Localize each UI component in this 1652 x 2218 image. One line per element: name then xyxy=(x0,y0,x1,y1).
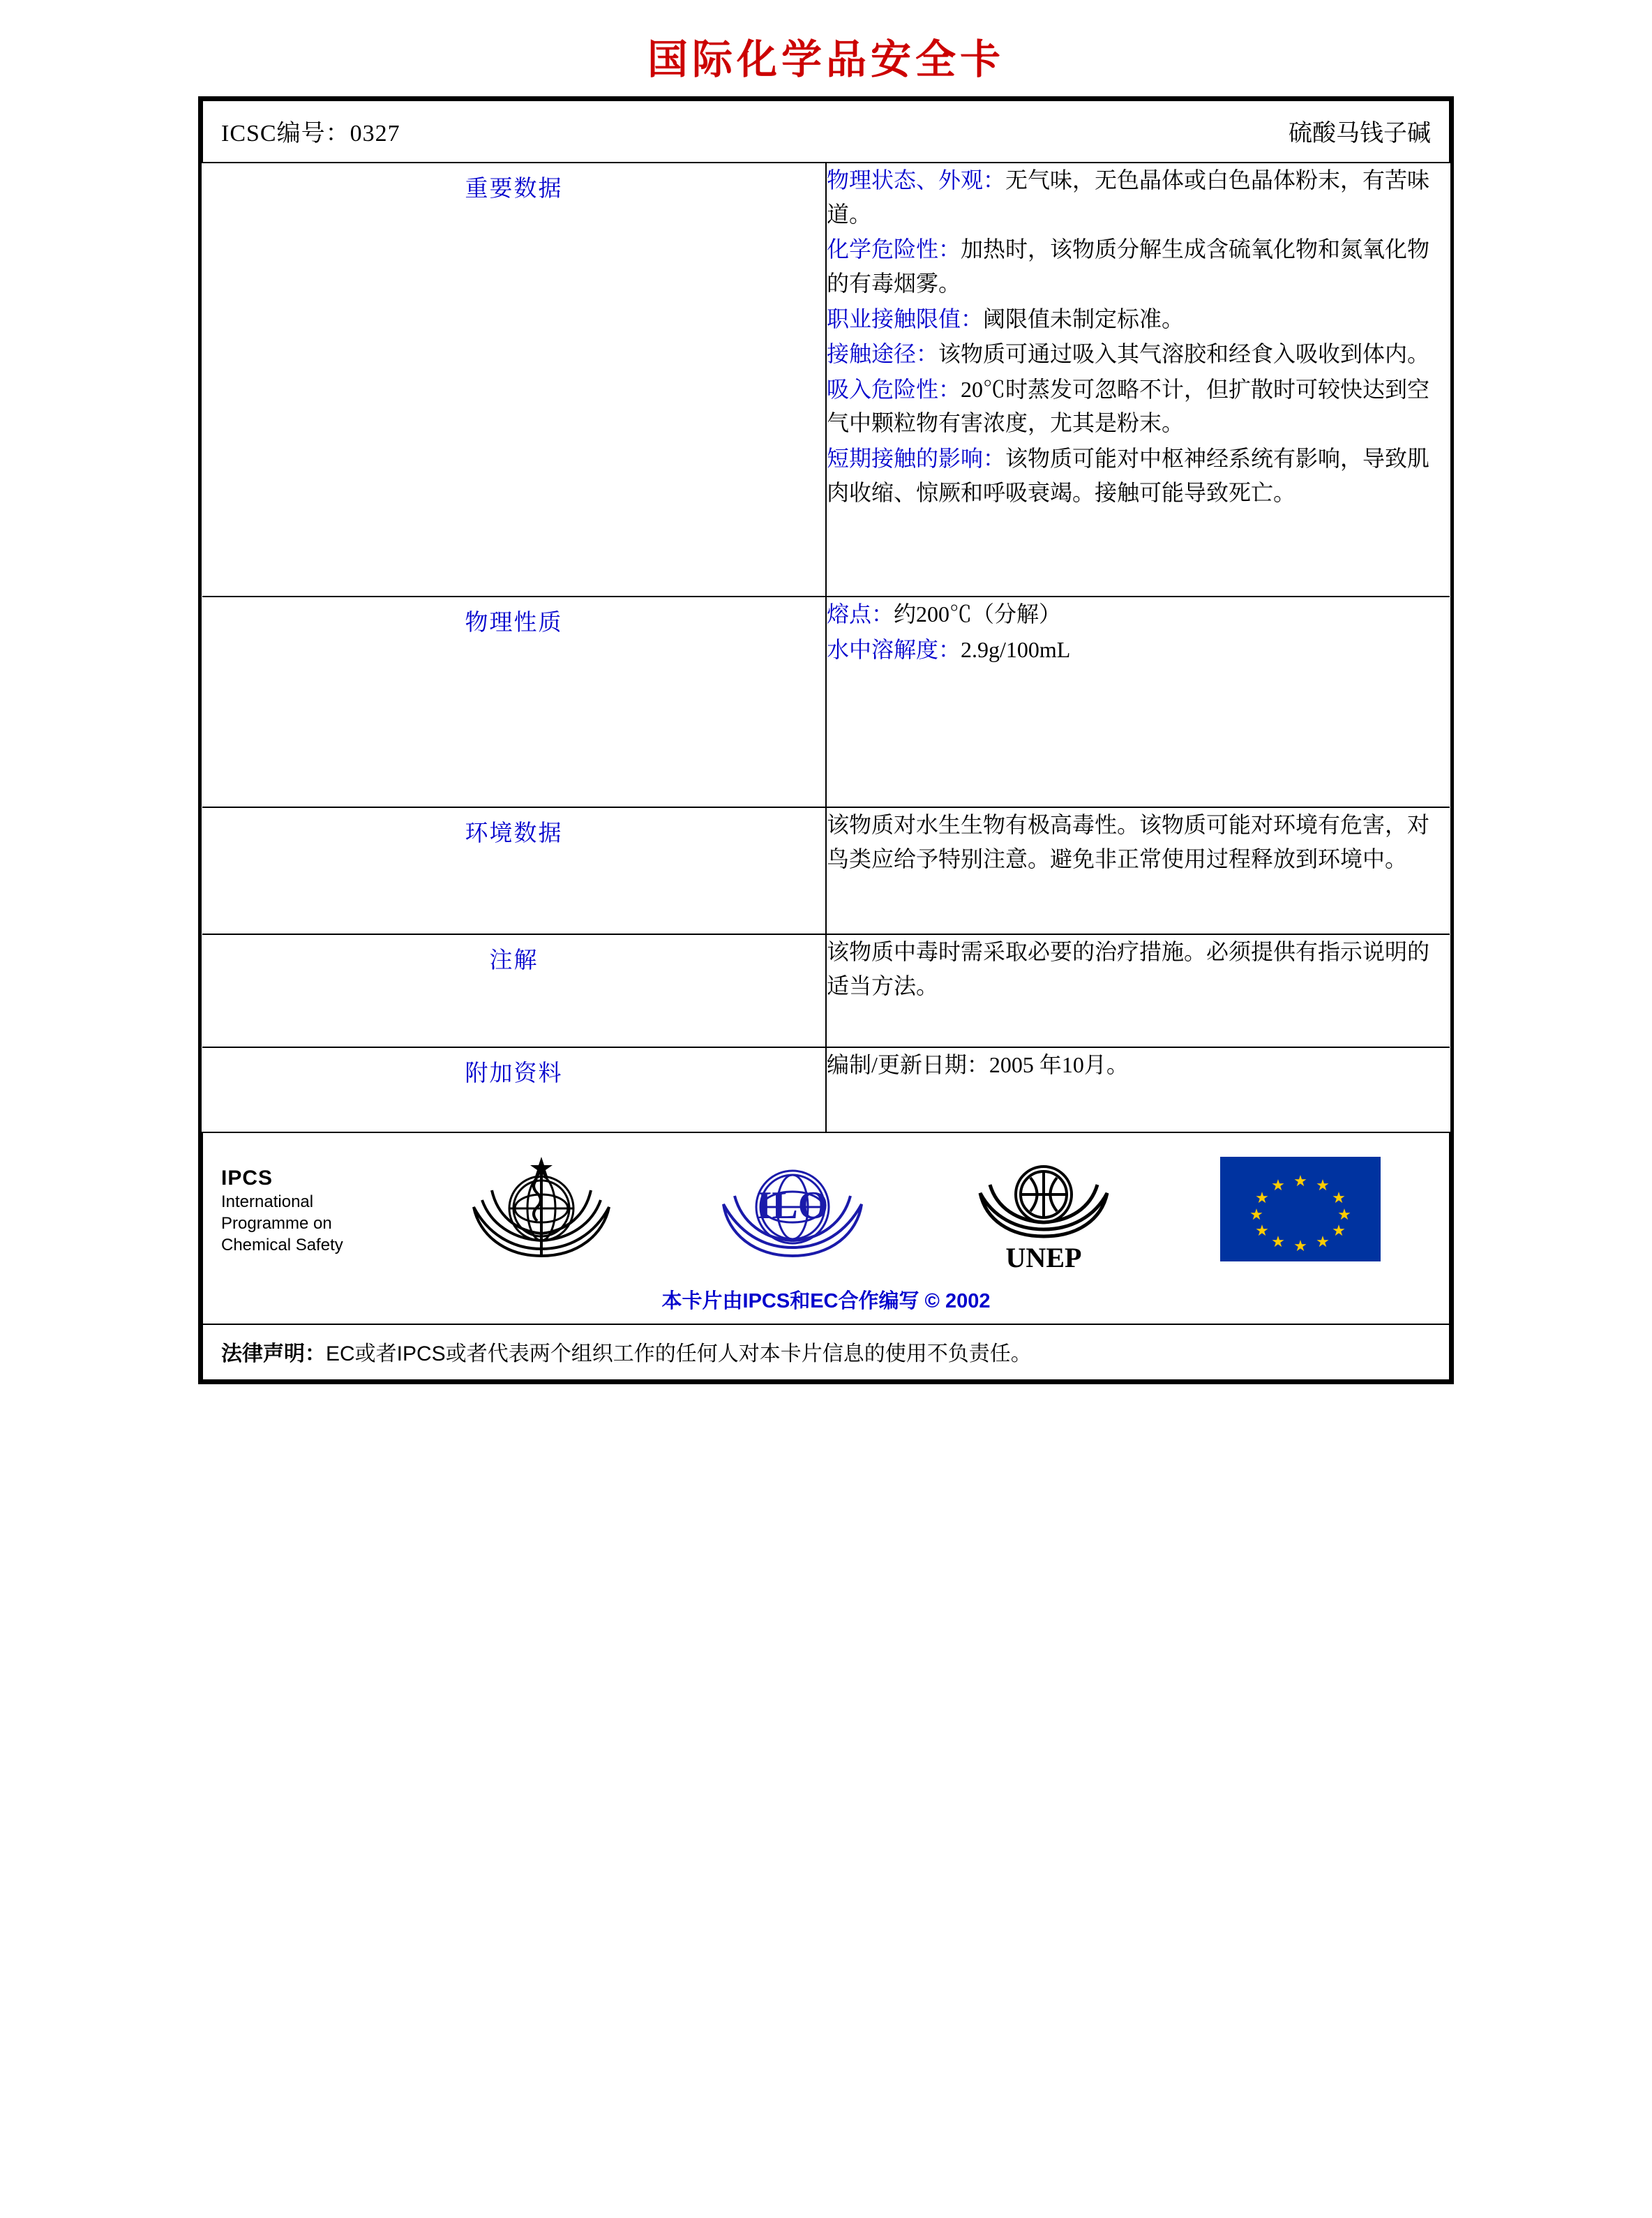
svg-text:★: ★ xyxy=(1270,1232,1285,1250)
section-content-notes xyxy=(826,934,1450,1047)
field-melting-point xyxy=(827,597,1450,631)
section-label-text: 注解 xyxy=(489,947,539,973)
svg-text:★: ★ xyxy=(1270,1176,1285,1194)
field-routes-of-exposure xyxy=(827,337,1450,371)
ipcs-title: IPCS xyxy=(221,1166,273,1190)
safety-card-table xyxy=(202,100,1450,1381)
field-key: 接触途径： xyxy=(827,341,939,367)
field-key: 短期接触的影响： xyxy=(827,446,1006,471)
field-value: 该物质中毒时需采取必要的治疗措施。必须提供有指示说明的适当方法。 xyxy=(827,939,1430,998)
svg-text:★: ★ xyxy=(1331,1221,1346,1239)
field-value: 阈限值未制定标准。 xyxy=(983,306,1185,331)
cooperation-note: 本卡片由IPCS和EC合作编写 © 2002 xyxy=(661,1290,991,1312)
icsc-number-value: 0327 xyxy=(350,121,400,147)
field-value: 约200℃（分解） xyxy=(894,601,1062,627)
section-row-environmental-data xyxy=(202,807,1450,934)
field-key: 化学危险性： xyxy=(827,237,961,262)
field-environmental-text xyxy=(827,808,1450,876)
ilo-logo xyxy=(718,1151,868,1270)
section-label-text: 环境数据 xyxy=(465,820,563,846)
ipcs-subtitle-line-3: Chemical Safety xyxy=(221,1235,343,1254)
section-content-physical-properties xyxy=(826,597,1450,807)
eu-flag-graphic xyxy=(1220,1157,1381,1261)
field-key: 物理状态、外观： xyxy=(827,167,1006,193)
ipcs-text-block xyxy=(221,1165,416,1257)
field-physical-state xyxy=(827,163,1450,231)
field-key: 职业接触限值： xyxy=(827,306,984,331)
icsc-number-group xyxy=(221,114,400,148)
field-water-solubility xyxy=(827,633,1450,667)
section-label-important-data xyxy=(202,163,826,597)
footer-logo-row xyxy=(202,1132,1450,1324)
svg-text:★: ★ xyxy=(1293,1236,1307,1254)
field-value: 加热时，该物质分解生成含硫氧化物和氮氧化物的有毒烟雾。 xyxy=(827,237,1430,296)
field-revision-date xyxy=(827,1048,1450,1082)
field-occupational-exposure-limits xyxy=(827,302,1450,336)
icsc-number-label: ICSC编号： xyxy=(221,121,350,147)
svg-text:★: ★ xyxy=(1331,1188,1346,1206)
field-value: 该物质可通过吸入其气溶胶和经食入吸收到体内。 xyxy=(938,341,1430,367)
legal-text: EC或者IPCS或者代表两个组织工作的任何人对本卡片信息的使用不负责任。 xyxy=(326,1342,1032,1365)
field-value: 编制/更新日期：2005 年10月。 xyxy=(827,1052,1129,1077)
who-logo-graphic xyxy=(467,1151,617,1266)
section-row-physical-properties xyxy=(202,597,1450,807)
field-short-term-exposure-effects xyxy=(827,442,1450,509)
section-label-text: 附加资料 xyxy=(465,1060,563,1086)
eu-flag xyxy=(1220,1157,1381,1265)
unep-logo xyxy=(969,1144,1119,1277)
svg-text:★: ★ xyxy=(1254,1188,1269,1206)
field-value: 该物质对水生生物有极高毒性。该物质可能对环境有危害，对鸟类应给予特别注意。避免非正常使用过程释放到环境中。 xyxy=(827,812,1430,871)
field-inhalation-risk xyxy=(827,373,1450,440)
field-value: 20℃时蒸发可忽略不计，但扩散时可较快达到空气中颗粒物有害浓度，尤其是粉末。 xyxy=(827,376,1430,436)
section-label-notes xyxy=(202,934,826,1047)
section-content-important-data xyxy=(826,163,1450,597)
field-key: 熔点： xyxy=(827,601,894,627)
card-header-cell xyxy=(202,100,1450,163)
svg-text:ILO: ILO xyxy=(756,1184,829,1227)
section-label-environmental-data xyxy=(202,807,826,934)
ipcs-subtitle-line-2: Programme on xyxy=(221,1213,332,1233)
legal-row xyxy=(202,1324,1450,1380)
card-header-row xyxy=(202,100,1450,163)
field-notes-text xyxy=(827,935,1450,1003)
section-content-additional-information xyxy=(826,1047,1450,1132)
section-label-text: 物理性质 xyxy=(465,609,563,635)
section-label-physical-properties xyxy=(202,597,826,807)
legal-label: 法律声明： xyxy=(221,1342,326,1365)
section-row-notes xyxy=(202,934,1450,1047)
unep-logo-caption: UNEP xyxy=(1005,1242,1082,1273)
section-label-additional-information xyxy=(202,1047,826,1132)
svg-text:★: ★ xyxy=(1315,1176,1330,1194)
field-value: 该物质可能对中枢神经系统有影响，导致肌肉收缩、惊厥和呼吸衰竭。接触可能导致死亡。 xyxy=(827,446,1430,505)
page-title: 国际化学品安全卡 xyxy=(647,37,1005,82)
svg-text:★: ★ xyxy=(1249,1205,1263,1223)
ipcs-subtitle-line-1: International xyxy=(221,1192,314,1212)
legal-cell xyxy=(202,1324,1450,1380)
field-key: 吸入危险性： xyxy=(827,376,961,402)
footer-logo-cell xyxy=(202,1132,1450,1324)
who-logo xyxy=(467,1151,617,1270)
substance-name: 硫酸马钱子碱 xyxy=(1289,121,1431,147)
svg-text:★: ★ xyxy=(1337,1205,1351,1223)
svg-text:★: ★ xyxy=(1315,1232,1330,1250)
svg-text:★: ★ xyxy=(1293,1171,1307,1190)
section-row-important-data xyxy=(202,163,1450,597)
svg-text:★: ★ xyxy=(1254,1221,1269,1239)
ilo-logo-graphic xyxy=(718,1151,868,1266)
section-row-additional-information xyxy=(202,1047,1450,1132)
section-content-environmental-data xyxy=(826,807,1450,934)
field-key: 水中溶解度： xyxy=(827,636,961,662)
org-logos xyxy=(416,1144,1431,1277)
safety-card xyxy=(198,96,1454,1384)
field-value: 无气味，无色晶体或白色晶体粉末，有苦味道。 xyxy=(827,167,1430,227)
field-chemical-dangers xyxy=(827,232,1450,300)
section-label-text: 重要数据 xyxy=(465,175,563,201)
field-value: 2.9g/100mL xyxy=(961,636,1071,662)
unep-logo-graphic xyxy=(969,1144,1119,1273)
